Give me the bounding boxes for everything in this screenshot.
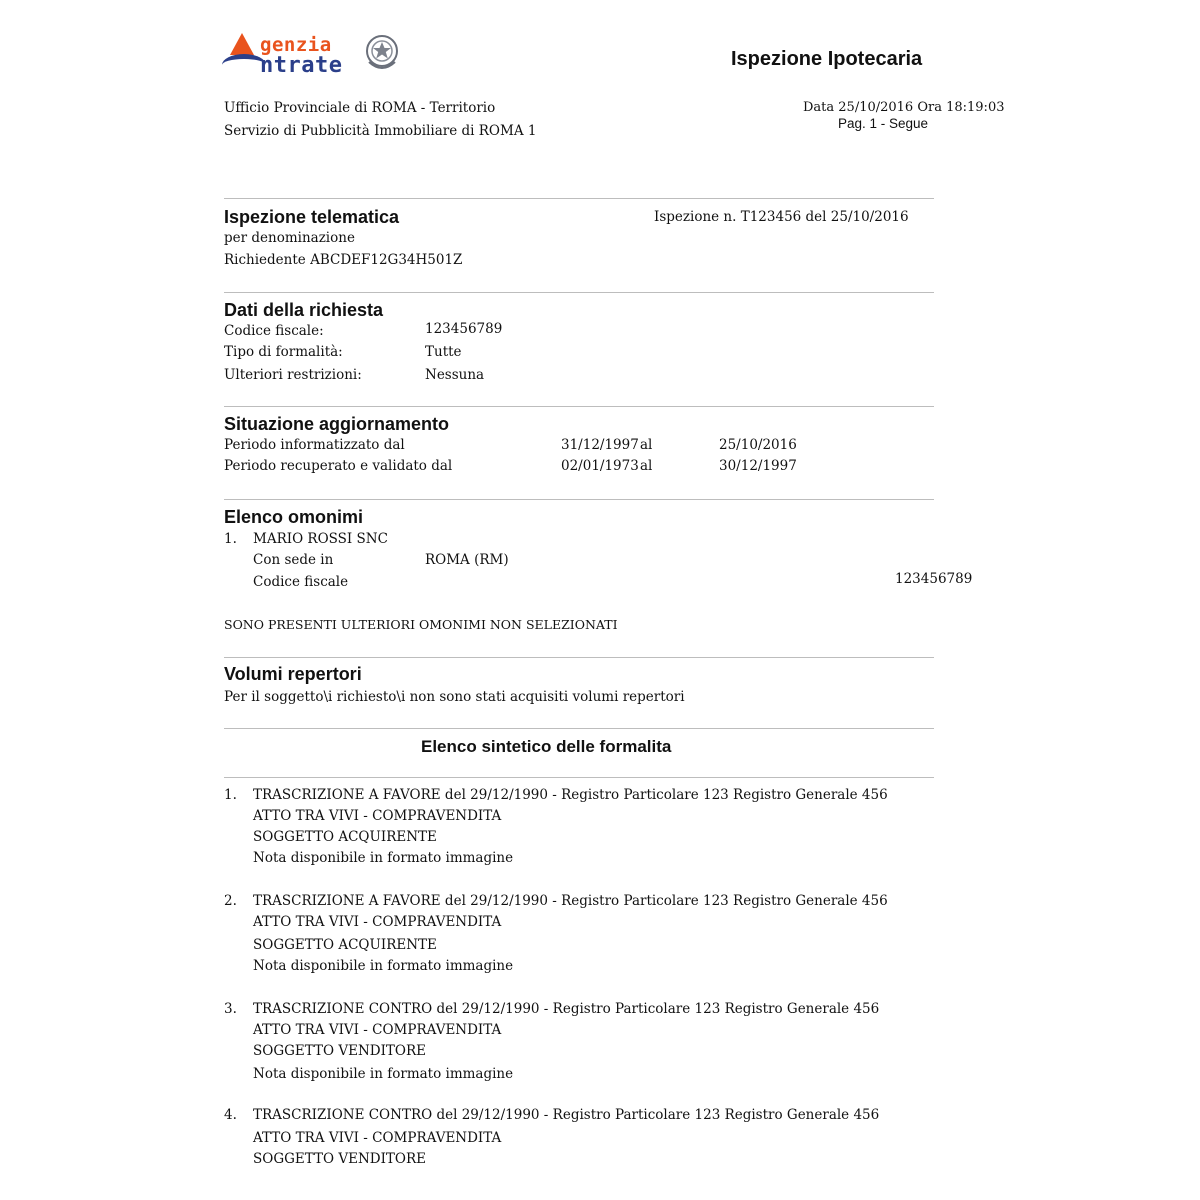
- divider: [224, 292, 934, 293]
- homonyms-section-title: Elenco omonimi: [224, 507, 364, 527]
- divider: [224, 499, 934, 500]
- divider: [224, 406, 934, 407]
- formality-note: Nota disponibile in formato immagine: [253, 958, 514, 974]
- formality-number: 1.: [224, 787, 237, 803]
- inspection-number: Ispezione n. T123456 del 25/10/2016: [654, 209, 909, 225]
- formality-number: 4.: [224, 1107, 237, 1123]
- inspection-title: Ispezione telematica: [224, 207, 400, 227]
- volumes-text: Per il soggetto\i richiesto\i non sono stati acquisiti volumi repertori: [224, 689, 685, 705]
- divider: [224, 728, 934, 729]
- document-title: Ispezione Ipotecaria: [731, 48, 923, 70]
- homonym-seat-label: Con sede in: [253, 552, 334, 568]
- divider: [224, 777, 934, 778]
- formality-subject: SOGGETTO ACQUIRENTE: [253, 829, 437, 845]
- update-al-recovered: al: [640, 458, 653, 474]
- logo-a-shape: [230, 33, 254, 55]
- homonym-number: 1.: [224, 531, 237, 547]
- update-section-title: Situazione aggiornamento: [224, 414, 450, 434]
- homonym-seat-value: ROMA (RM): [425, 552, 509, 568]
- request-section-title: Dati della richiesta: [224, 300, 384, 320]
- formality-heading: TRASCRIZIONE A FAVORE del 29/12/1990 - Registro Particolare 123 Registro Generale 456: [253, 787, 888, 803]
- request-value-restrictions: Nessuna: [425, 367, 485, 383]
- formality-number: 3.: [224, 1001, 237, 1017]
- update-to-informatized: 25/10/2016: [719, 437, 797, 453]
- divider: [224, 657, 934, 658]
- formality-act: ATTO TRA VIVI - COMPRAVENDITA: [253, 914, 502, 930]
- request-label-fiscal-code: Codice fiscale:: [224, 323, 324, 339]
- formality-heading: TRASCRIZIONE CONTRO del 29/12/1990 - Registro Particolare 123 Registro Generale 456: [253, 1107, 880, 1123]
- update-al-informatized: al: [640, 437, 653, 453]
- formality-subject: SOGGETTO VENDITORE: [253, 1043, 427, 1059]
- formality-number: 2.: [224, 893, 237, 909]
- formality-act: ATTO TRA VIVI - COMPRAVENDITA: [253, 808, 502, 824]
- requester: Richiedente ABCDEF12G34H501Z: [224, 252, 463, 268]
- italian-republic-emblem-icon: [364, 32, 400, 74]
- update-to-recovered: 30/12/1997: [719, 458, 797, 474]
- homonym-name: MARIO ROSSI SNC: [253, 531, 388, 547]
- agenzia-entrate-logo: [222, 30, 402, 80]
- formality-act: ATTO TRA VIVI - COMPRAVENDITA: [253, 1130, 502, 1146]
- volumes-section-title: Volumi repertori: [224, 664, 362, 684]
- homonym-cf-label: Codice fiscale: [253, 574, 349, 590]
- update-from-recovered: 02/01/1973: [561, 458, 639, 474]
- formality-note: Nota disponibile in formato immagine: [253, 850, 514, 866]
- update-label-informatized: Periodo informatizzato dal: [224, 437, 405, 453]
- request-label-restrictions: Ulteriori restrizioni:: [224, 367, 362, 383]
- homonyms-note: SONO PRESENTI ULTERIORI OMONIMI NON SELEZIONATI: [224, 617, 618, 632]
- logo-text-line1: genzia: [260, 34, 332, 56]
- update-from-informatized: 31/12/1997: [561, 437, 639, 453]
- formality-subject: SOGGETTO ACQUIRENTE: [253, 937, 437, 953]
- summary-section-title: Elenco sintetico delle formalita: [421, 737, 672, 756]
- divider: [224, 198, 934, 199]
- formality-note: Nota disponibile in formato immagine: [253, 1066, 514, 1082]
- date-time: Data 25/10/2016 Ora 18:19:03: [803, 100, 1005, 115]
- page-indicator: Pag. 1 - Segue: [838, 116, 929, 131]
- formality-heading: TRASCRIZIONE CONTRO del 29/12/1990 - Registro Particolare 123 Registro Generale 456: [253, 1001, 880, 1017]
- request-value-fiscal-code: 123456789: [425, 321, 503, 337]
- homonym-cf-value: 123456789: [895, 571, 973, 587]
- office-line: Ufficio Provinciale di ROMA - Territorio: [224, 100, 496, 116]
- request-value-formality-type: Tutte: [425, 344, 462, 360]
- logo-text-line2: ntrate: [260, 53, 343, 78]
- service-line: Servizio di Pubblicità Immobiliare di ROMA 1: [224, 123, 537, 139]
- request-label-formality-type: Tipo di formalità:: [224, 344, 343, 360]
- update-label-recovered: Periodo recuperato e validato dal: [224, 458, 453, 474]
- formality-subject: SOGGETTO VENDITORE: [253, 1151, 427, 1167]
- formality-heading: TRASCRIZIONE A FAVORE del 29/12/1990 - Registro Particolare 123 Registro Generale 456: [253, 893, 888, 909]
- inspection-type: per denominazione: [224, 230, 355, 246]
- formality-act: ATTO TRA VIVI - COMPRAVENDITA: [253, 1022, 502, 1038]
